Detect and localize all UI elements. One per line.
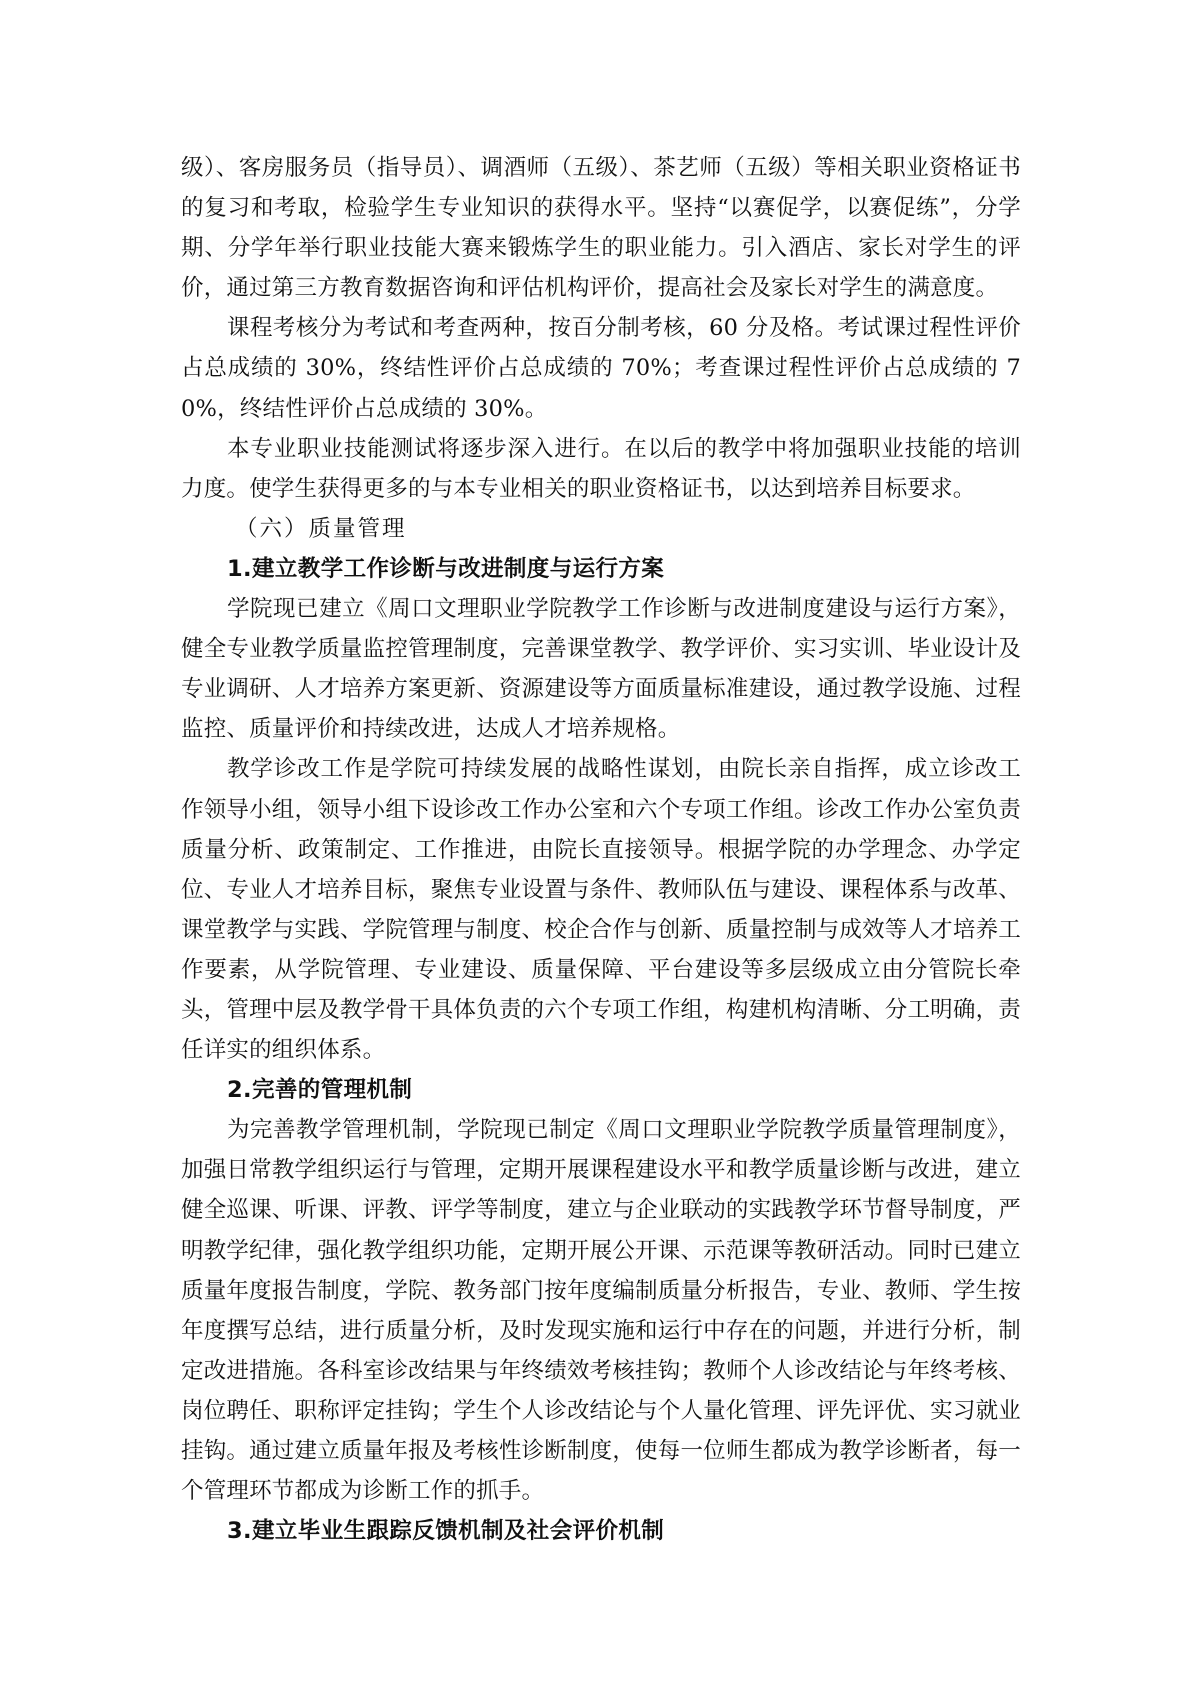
paragraph-course-assessment: 课程考核分为考试和考查两种，按百分制考核，60 分及格。考试课过程性评价占总成绩的 30%，终结性评价占总成绩的 70%；考查课过程性评价占总成绩的 70%，终结性评价占总成绩的 30%。 bbox=[181, 315, 1021, 422]
paragraph-certificates-and-evaluation: 级）、客房服务员（指导员）、调酒师（五级）、茶艺师（五级）等相关职业资格证书的复习和考取，检验学生专业知识的获得水平。坚持“以赛促学，以赛促练”，分学期、分学年举行职业技能大赛来锻炼学生的职业能力。引入酒店、家长对学生的评价，通过第三方教育数据咨询和评估机构评价，提高社会及家长对学生的满意度。 bbox=[181, 155, 1021, 302]
heading-management-mechanism: 2.完善的管理机制 bbox=[227, 1077, 413, 1104]
paragraph-diagnosis-plan: 学院现已建立《周口文理职业学院教学工作诊断与改进制度建设与运行方案》，健全专业教学质量监控管理制度，完善课堂教学、教学评价、实习实训、毕业设计及专业调研、人才培养方案更新、资源建设等方面质量标准建设，通过教学设施、过程监控、质量评价和持续改进，达成人才培养规格。 bbox=[181, 596, 1021, 743]
document-body bbox=[181, 148, 1021, 1551]
paragraph-skills-testing: 本专业职业技能测试将逐步深入进行。在以后的教学中将加强职业技能的培训力度。使学生获得更多的与本专业相关的职业资格证书，以达到培养目标要求。 bbox=[181, 435, 1021, 502]
heading-diagnosis-system: 1.建立教学工作诊断与改进制度与运行方案 bbox=[227, 555, 665, 582]
paragraph-management-mechanism: 为完善教学管理机制，学院现已制定《周口文理职业学院教学质量管理制度》，加强日常教学组织运行与管理，定期开展课程建设水平和教学质量诊断与改进，建立健全巡课、听课、评教、评学等制度，建立与企业联动的实践教学环节督导制度，严明教学纪律，强化教学组织功能，定期开展公开课、示范课等教研活动。同时已建立质量年度报告制度，学院、教务部门按年度编制质量分析报告，专业、教师、学生按年度撰写总结，进行质量分析，及时发现实施和运行中存在的问题，并进行分析，制定改进措施。各科室诊改结果与年终绩效考核挂钩；教师个人诊改结论与年终考核、岗位聘任、职称评定挂钩；学生个人诊改结论与个人量化管理、评先评优、实习就业挂钩。通过建立质量年报及考核性诊断制度，使每一位师生都成为教学诊断者，每一个管理环节都成为诊断工作的抓手。 bbox=[181, 1117, 1021, 1505]
heading-graduate-feedback: 3.建立毕业生跟踪反馈机制及社会评价机制 bbox=[227, 1518, 665, 1545]
subsection-title-quality-management: （六）质量管理 bbox=[235, 515, 407, 542]
paragraph-diagnosis-organization: 教学诊改工作是学院可持续发展的战略性谋划，由院长亲自指挥，成立诊改工作领导小组，领导小组下设诊改工作办公室和六个专项工作组。诊改工作办公室负责质量分析、政策制定、工作推进，由院长直接领导。根据学院的办学理念、办学定位、专业人才培养目标，聚焦专业设置与条件、教师队伍与建设、课程体系与改革、课堂教学与实践、学院管理与制度、校企合作与创新、质量控制与成效等人才培养工作要素，从学院管理、专业建设、质量保障、平台建设等多层级成立由分管院长牵头，管理中层及教学骨干具体负责的六个专项工作组，构建机构清晰、分工明确，责任详实的组织体系。 bbox=[181, 756, 1021, 1064]
